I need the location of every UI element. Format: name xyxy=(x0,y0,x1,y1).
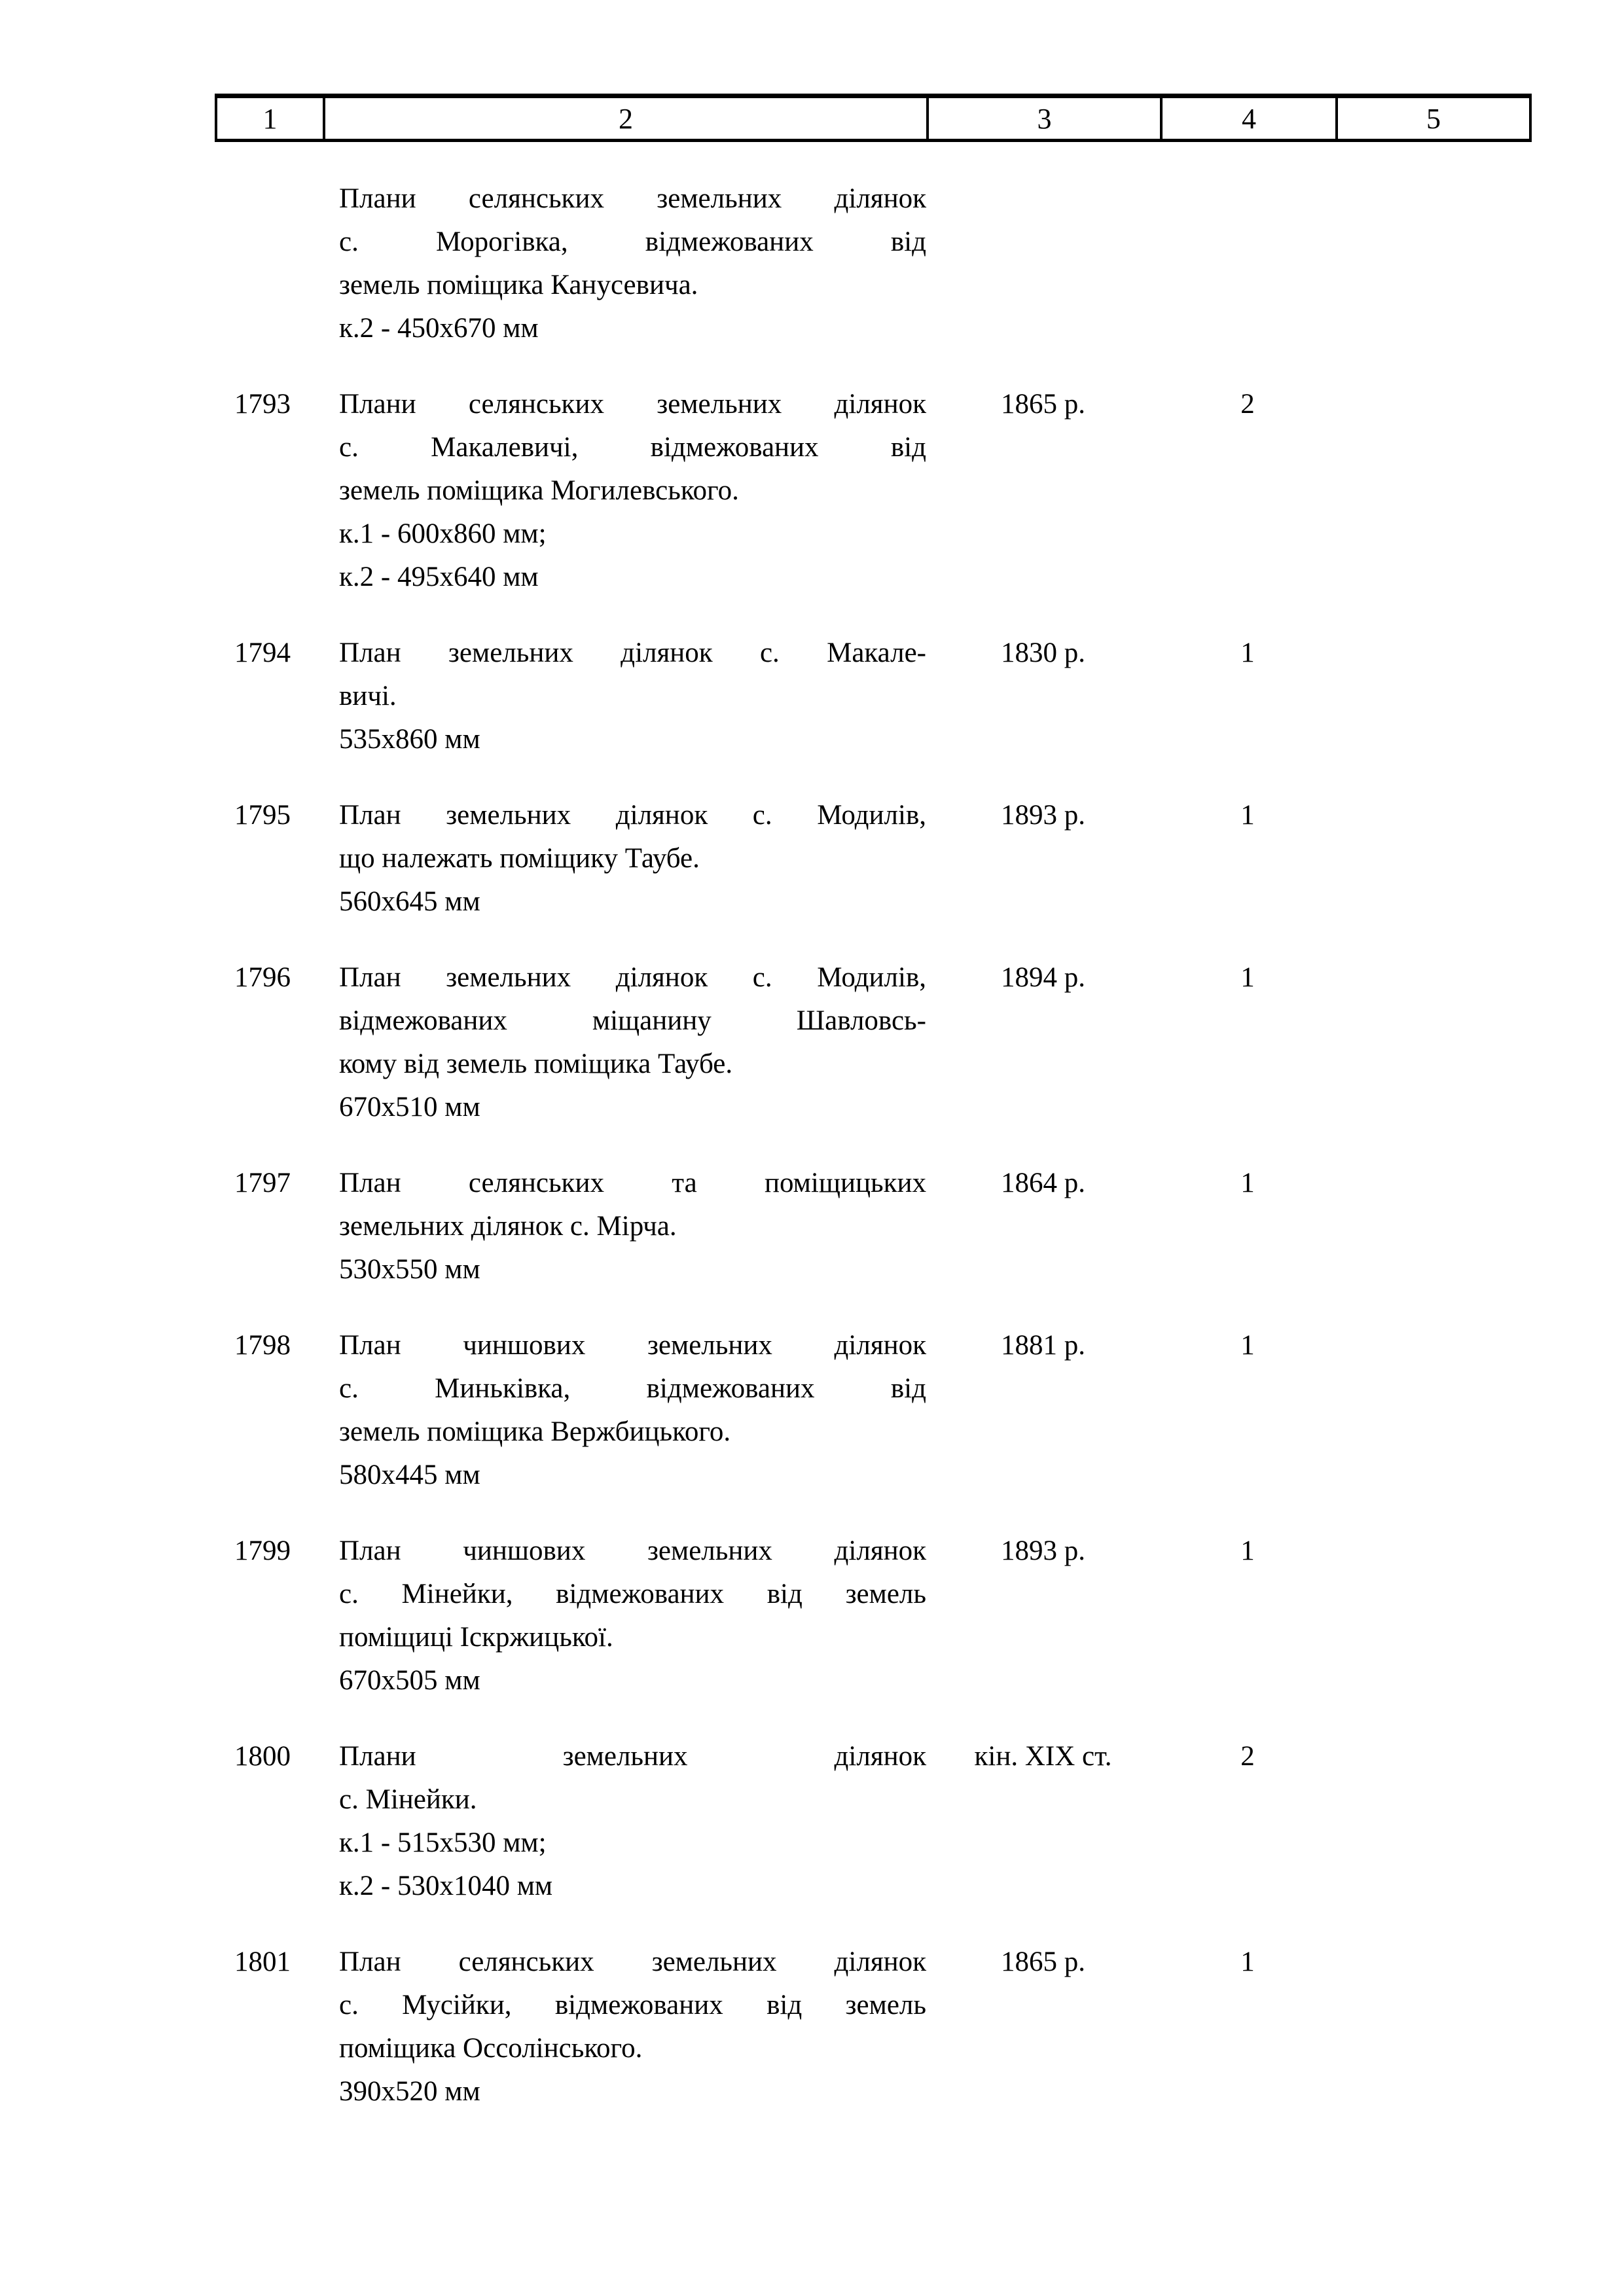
entry-date: 1881 р. xyxy=(1001,1330,1085,1361)
description-line: с. Миньківка, відмежованих від xyxy=(339,1373,926,1404)
entry-date: 1893 р. xyxy=(1001,800,1085,831)
entry-number: 1801 xyxy=(234,1946,291,1977)
entry-description xyxy=(323,1324,926,1497)
entry-date: 1865 р. xyxy=(1001,1946,1085,1977)
inventory-table xyxy=(215,94,1532,2146)
entry-row xyxy=(215,177,1532,350)
entry-description xyxy=(323,1941,926,2113)
entry-row xyxy=(215,956,1532,1129)
description-line: Плани селянських земельних ділянок xyxy=(339,389,926,420)
header-cell-count: 4 xyxy=(1163,98,1338,139)
entry-number: 1798 xyxy=(234,1330,291,1361)
description-line: План селянських земельних ділянок xyxy=(339,1946,926,1977)
entry-date: 1830 р. xyxy=(1001,637,1085,668)
header-cell-date: 3 xyxy=(929,98,1163,139)
entry-number: 1795 xyxy=(234,800,291,831)
entry-description xyxy=(323,1530,926,1702)
entry-number: 1800 xyxy=(234,1741,291,1772)
description-line: к.2 - 450х670 мм xyxy=(339,313,539,344)
header-cell-notes: 5 xyxy=(1426,102,1441,135)
description-line: План земельних ділянок с. Макале- xyxy=(339,637,926,668)
entry-description xyxy=(323,383,926,599)
description-line: 390х520 мм xyxy=(339,2076,480,2107)
header-cell-description: 2 xyxy=(325,98,929,139)
entry-count: 2 xyxy=(1240,389,1255,420)
entry-number: 1799 xyxy=(234,1535,291,1566)
entry-number: 1796 xyxy=(234,962,291,993)
description-line: земель поміщика Канусевича. xyxy=(339,270,698,300)
description-line: земельних ділянок с. Мірча. xyxy=(339,1211,677,1242)
description-line: к.1 - 515х530 мм; xyxy=(339,1827,547,1858)
entry-description xyxy=(323,632,926,761)
entry-count: 1 xyxy=(1240,1330,1255,1361)
description-line: к.2 - 530х1040 мм xyxy=(339,1871,553,1901)
description-line: 535х860 мм xyxy=(339,724,480,755)
entry-count: 1 xyxy=(1240,637,1255,668)
entry-date: 1864 р. xyxy=(1001,1168,1085,1198)
entry-row xyxy=(215,1324,1532,1497)
entry-date: 1893 р. xyxy=(1001,1535,1085,1566)
description-line: с. Мусійки, відмежованих від земель xyxy=(339,1990,926,2020)
description-line: поміщиці Іскржицької. xyxy=(339,1622,613,1653)
description-line: План чиншових земельних ділянок xyxy=(339,1535,926,1566)
description-line: 670х505 мм xyxy=(339,1665,480,1696)
entries xyxy=(215,142,1532,2113)
description-line: План земельних ділянок с. Модилів, xyxy=(339,800,926,831)
description-line: земель поміщика Могилевського. xyxy=(339,475,739,506)
entry-row xyxy=(215,1162,1532,1291)
entry-row xyxy=(215,794,1532,924)
entry-description xyxy=(323,1162,926,1291)
description-line: 670х510 мм xyxy=(339,1092,480,1122)
description-line: к.1 - 600х860 мм; xyxy=(339,518,547,549)
description-line: поміщика Оссолінського. xyxy=(339,2033,643,2064)
description-line: 580х445 мм xyxy=(339,1460,480,1490)
entry-row xyxy=(215,1735,1532,1908)
description-line: План селянських та поміщицьких xyxy=(339,1168,926,1198)
description-line: що належать поміщику Таубе. xyxy=(339,843,700,874)
description-line: к.2 - 495х640 мм xyxy=(339,562,539,592)
entry-description xyxy=(323,1735,926,1908)
description-line: с. Макалевичі, відмежованих від xyxy=(339,432,926,463)
entry-count: 1 xyxy=(1240,1535,1255,1566)
entry-row xyxy=(215,383,1532,599)
entry-count: 1 xyxy=(1240,800,1255,831)
description-line: с. Мінейки, відмежованих від земель xyxy=(339,1579,926,1609)
description-line: с. Морогівка, відмежованих від xyxy=(339,226,926,257)
description-line: кому від земель поміщика Таубе. xyxy=(339,1049,733,1079)
entry-date: кін. XIX ст. xyxy=(974,1741,1112,1772)
entry-row xyxy=(215,1530,1532,1702)
description-line: 530х550 мм xyxy=(339,1254,480,1285)
table-header-row xyxy=(215,94,1532,142)
description-line: відмежованих міщанину Шавловсь- xyxy=(339,1005,926,1036)
entry-number: 1793 xyxy=(234,389,291,420)
entry-date: 1894 р. xyxy=(1001,962,1085,993)
description-line: Плани земельних ділянок xyxy=(339,1741,926,1772)
entry-description xyxy=(323,177,926,350)
entry-number: 1797 xyxy=(234,1168,291,1198)
entry-count: 1 xyxy=(1240,962,1255,993)
entry-date: 1865 р. xyxy=(1001,389,1085,420)
description-line: вичі. xyxy=(339,681,397,711)
header-cell-number: 1 xyxy=(217,98,325,139)
description-line: План чиншових земельних ділянок xyxy=(339,1330,926,1361)
description-line: План земельних ділянок с. Модилів, xyxy=(339,962,926,993)
description-line: Плани селянських земельних ділянок xyxy=(339,183,926,214)
entry-count: 2 xyxy=(1240,1741,1255,1772)
entry-row xyxy=(215,632,1532,761)
entry-count: 1 xyxy=(1240,1946,1255,1977)
entry-row xyxy=(215,1941,1532,2113)
entry-description xyxy=(323,794,926,924)
description-line: земель поміщика Вержбицького. xyxy=(339,1416,731,1447)
description-line: с. Мінейки. xyxy=(339,1784,477,1815)
entry-number: 1794 xyxy=(234,637,291,668)
entry-count: 1 xyxy=(1240,1168,1255,1198)
description-line: 560х645 мм xyxy=(339,886,480,917)
entry-description xyxy=(323,956,926,1129)
